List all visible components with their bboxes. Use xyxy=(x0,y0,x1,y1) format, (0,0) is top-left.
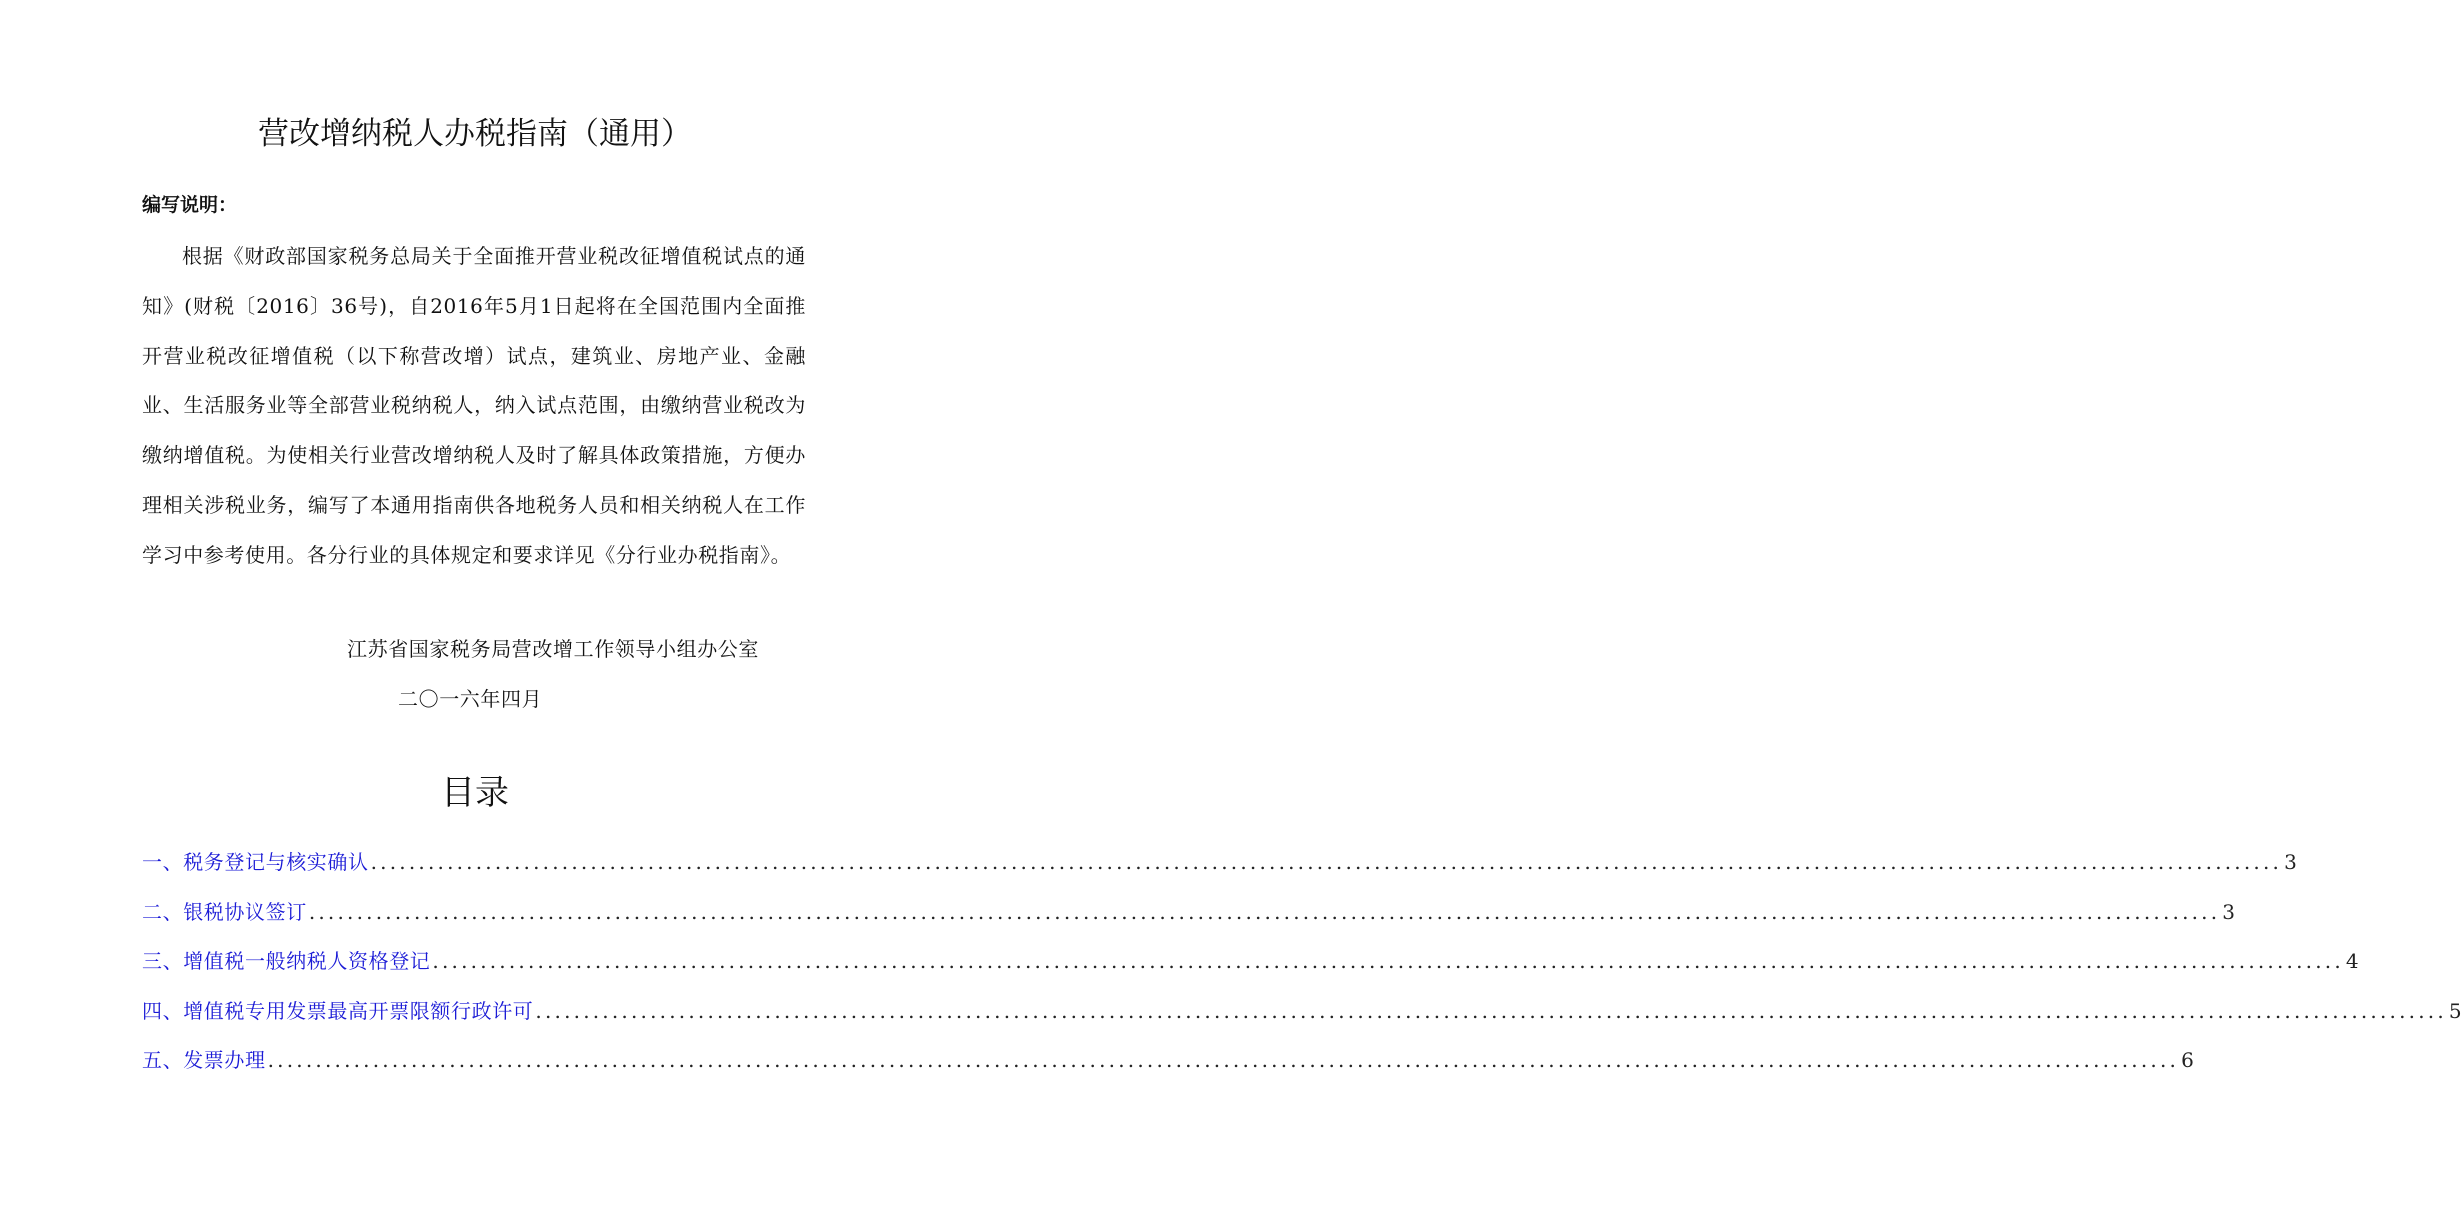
toc-item[interactable] xyxy=(142,944,2359,994)
toc-item[interactable] xyxy=(142,845,2297,895)
toc-leader-dots: ........................................................................................................................................................................................................ xyxy=(308,899,2221,924)
toc-item[interactable] xyxy=(142,895,2236,945)
toc-leader-dots: ........................................................................................................................................................................................................ xyxy=(267,1048,2180,1072)
document-title: 营改增纳税人办税指南（通用） xyxy=(258,116,692,152)
toc-item-page: 3 xyxy=(2284,850,2297,874)
toc-item-label[interactable]: 四、增值税专用发票最高开票限额行政许可 xyxy=(142,998,534,1023)
section-heading: 编写说明： xyxy=(142,194,238,216)
body-paragraph: 根据《财政部国家税务总局关于全面推开营业税改征增值税试点的通知》(财税〔2016〕36号)，自2016年5月1日起将在全国范围内全面推开营业税改征增值税（以下称营改增）试点，建筑业、房地产业、金融业、生活服务业等全部营业税纳税人，纳入试点范围，由缴纳营业税改为缴纳增值税。为使相关行业营改增纳税人及时了解具体政策措施，方便办理相关涉税业务，编写了本通用指南供各地税务人员和相关纳税人在工作学习中参考使用。各分行业的具体规定和要求详见《分行业办税指南》。 xyxy=(142,244,806,567)
issuer-line: 江苏省国家税务局营改增工作领导小组办公室 xyxy=(347,637,759,661)
toc-item-label[interactable]: 二、银税协议签订 xyxy=(142,899,307,924)
toc-leader-dots: ........................................................................................................................................................................................................ xyxy=(370,850,2283,874)
toc-item-label[interactable]: 五、发票办理 xyxy=(142,1048,266,1072)
toc-item-page: 5 xyxy=(2448,998,2462,1023)
toc-item-page: 3 xyxy=(2222,899,2236,924)
toc-item-page: 4 xyxy=(2345,949,2359,973)
toc-item-page: 6 xyxy=(2181,1048,2194,1072)
toc-leader-dots: ........................................................................................................................................................................................................ xyxy=(535,998,2447,1023)
toc-item-label[interactable]: 三、增值税一般纳税人资格登记 xyxy=(142,949,431,973)
toc-leader-dots: ........................................................................................................................................................................................................ xyxy=(432,949,2344,973)
toc-item-label[interactable]: 一、税务登记与核实确认 xyxy=(142,850,369,874)
toc-title: 目录 xyxy=(441,773,509,813)
issue-date: 二〇一六年四月 xyxy=(398,687,543,711)
toc-item[interactable] xyxy=(142,1043,2194,1093)
toc-list xyxy=(142,845,2462,1093)
toc-item[interactable] xyxy=(142,994,2462,1044)
